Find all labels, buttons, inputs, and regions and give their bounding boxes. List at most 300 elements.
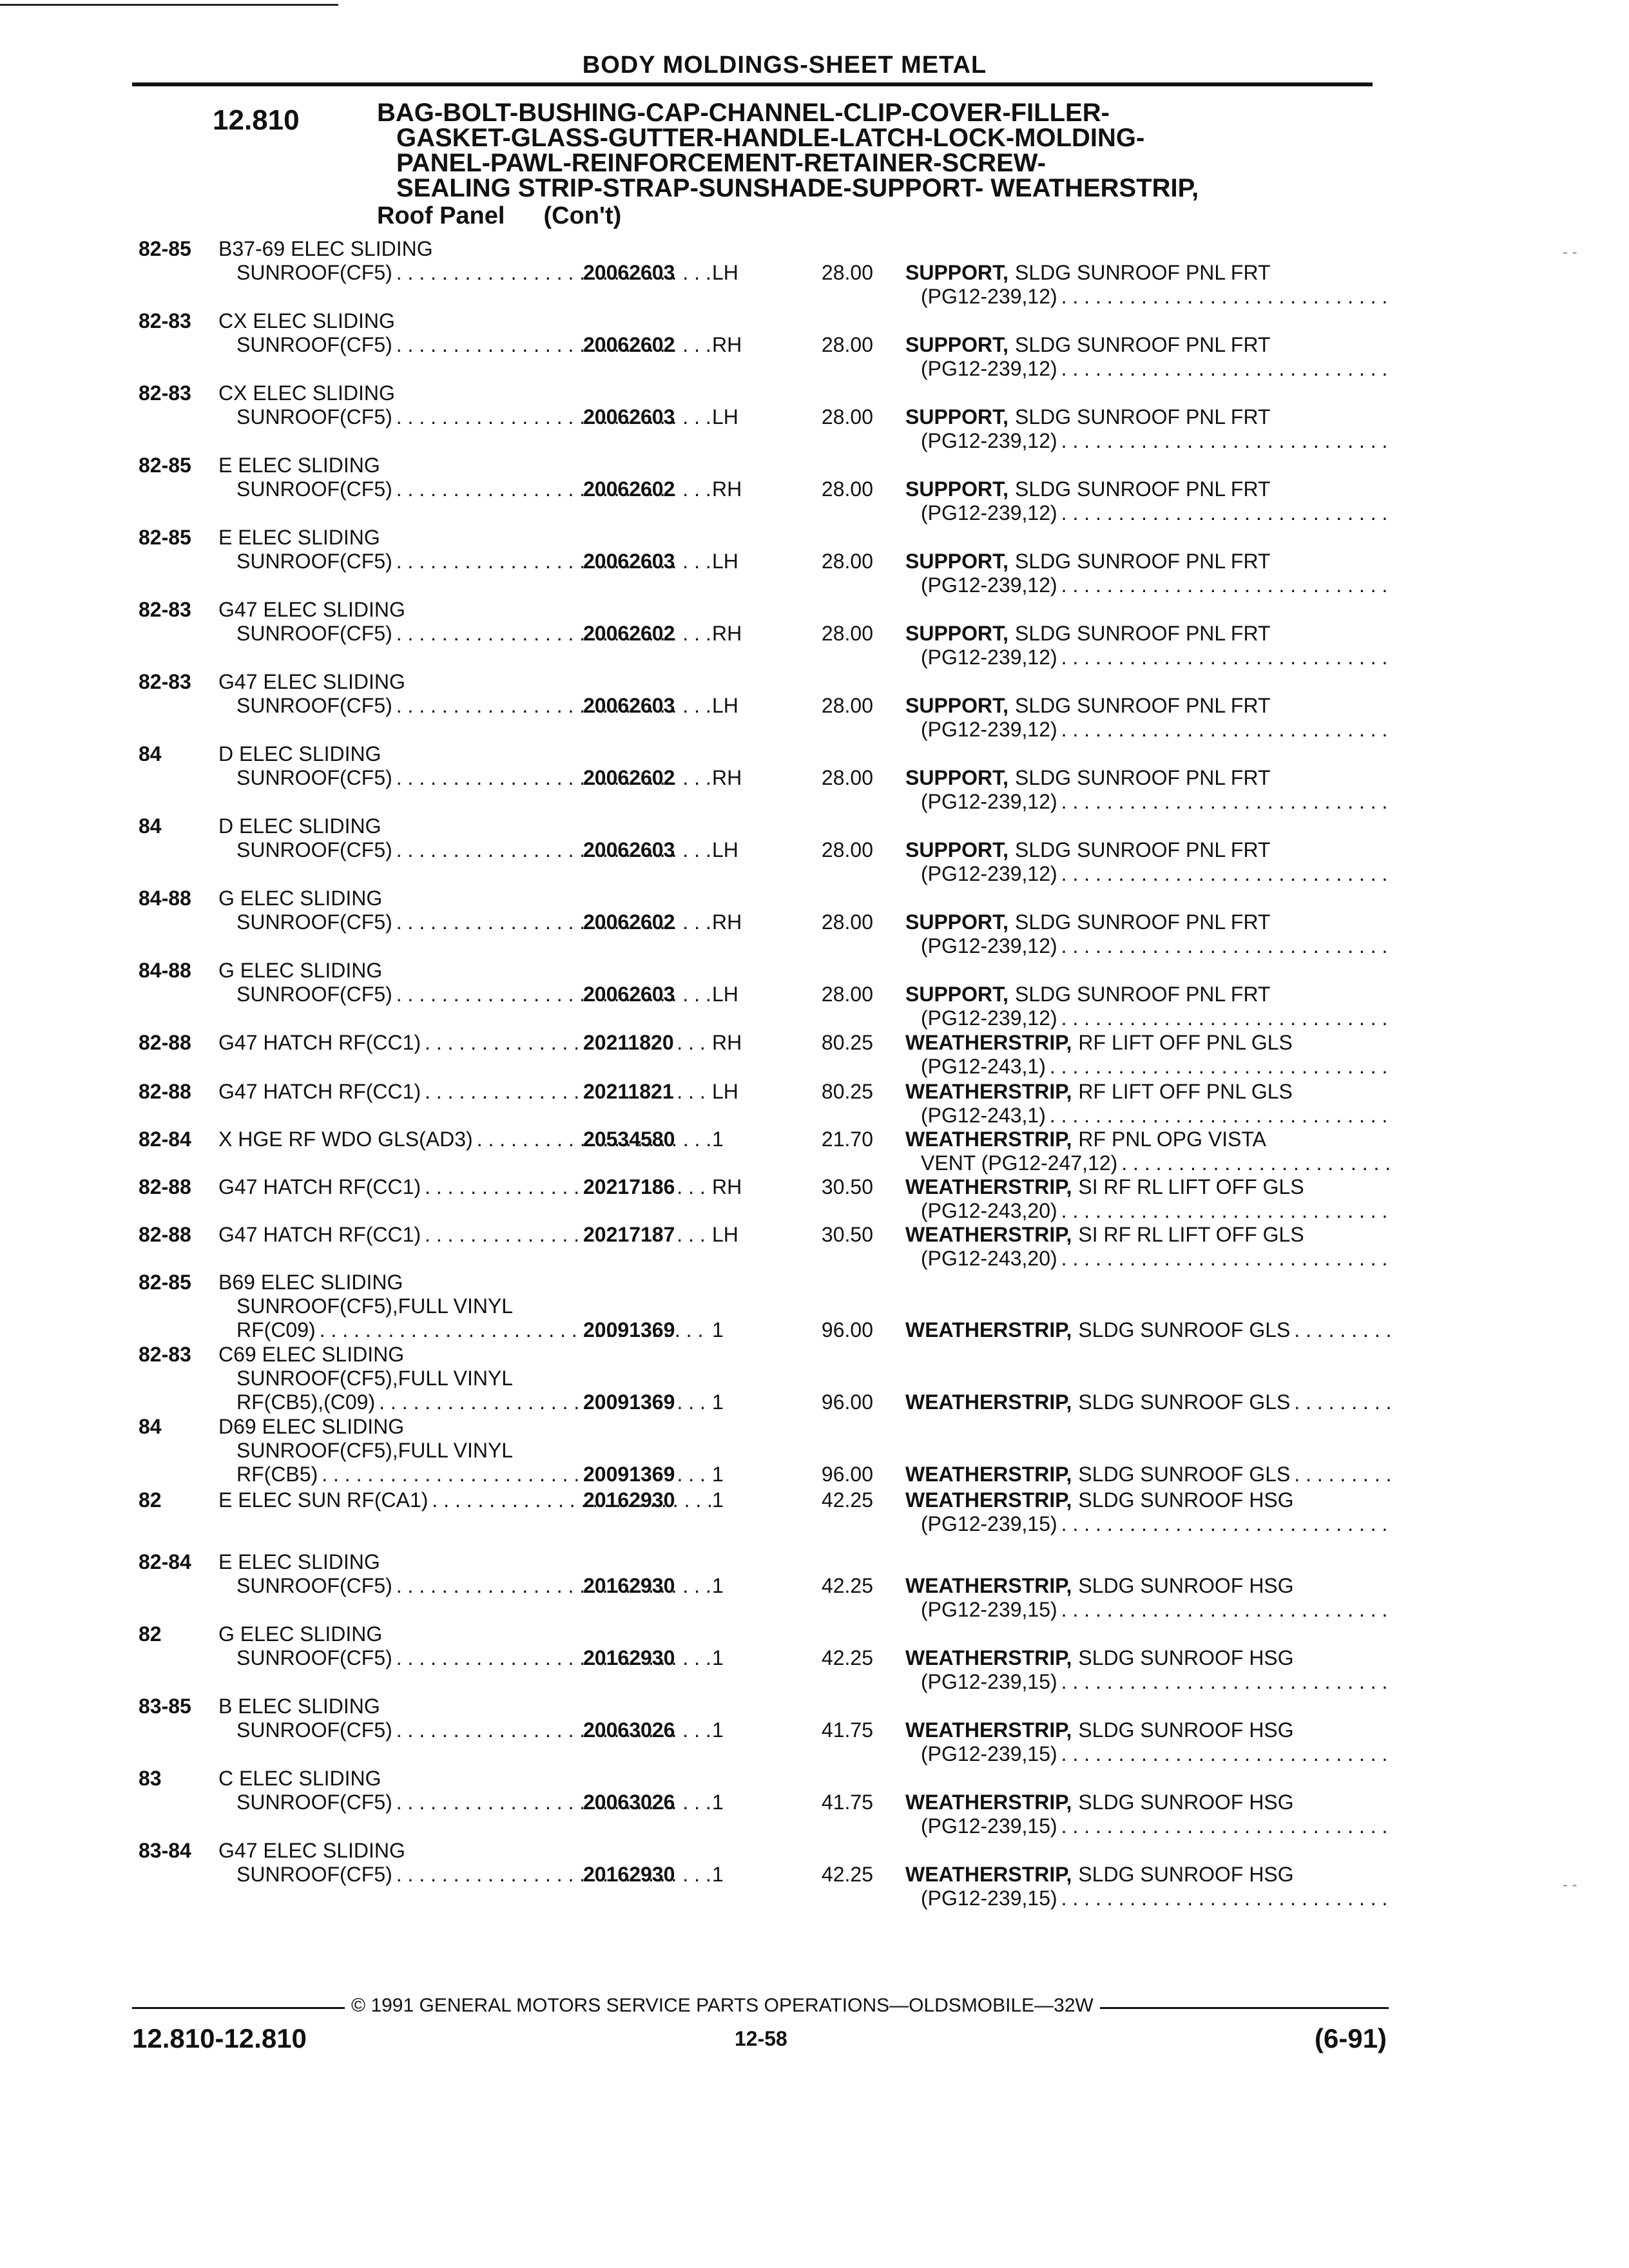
part-name-line [905, 1646, 1395, 1670]
part-name-line [905, 1055, 1395, 1079]
description-text: SUNROOF(CF5) [236, 1646, 392, 1669]
model-years: 82-83 [139, 670, 191, 693]
part-name-noun: WEATHERSTRIP, [905, 1646, 1072, 1669]
description-line: G47 ELEC SLIDING [218, 1839, 405, 1862]
description-text: SUNROOF(CF5) [236, 983, 392, 1006]
quantity-side: RH [712, 766, 742, 789]
part-name-line [905, 1512, 1395, 1536]
model-years: 82 [139, 1622, 162, 1646]
part-name-noun: WEATHERSTRIP, [905, 1488, 1072, 1512]
figure-reference: (PG12-239,12) [921, 357, 1057, 380]
figure-reference: (PG12-239,15) [921, 1814, 1057, 1838]
part-name-line [905, 718, 1395, 742]
part-name [905, 1080, 1395, 1128]
part-name [905, 1646, 1395, 1694]
part-name-line [905, 766, 1395, 790]
footer-rule [1100, 2007, 1389, 2009]
part-name-detail: SLDG SUNROOF PNL FRT [1015, 694, 1271, 717]
footer-date: (6-91) [1315, 2023, 1387, 2053]
part-name-detail: RF LIFT OFF PNL GLS [1078, 1080, 1293, 1103]
figure-reference: (PG12-239,15) [921, 1670, 1057, 1693]
description-line: D69 ELEC SLIDING [218, 1415, 405, 1438]
part-name-line [905, 1080, 1395, 1104]
leader-dots [1050, 1055, 1391, 1079]
top-corner-rule [0, 4, 338, 6]
part-number: 20062602 [583, 910, 675, 934]
part-name [905, 550, 1395, 597]
part-number: 20062602 [583, 766, 675, 789]
part-name-detail: SLDG SUNROOF PNL FRT [1015, 550, 1271, 573]
model-years: 82-83 [139, 309, 191, 332]
leader-dots [1061, 429, 1391, 453]
part-number: 20062602 [583, 333, 675, 356]
part-name-line [905, 862, 1395, 886]
part-name-detail: SLDG SUNROOF PNL FRT [1015, 983, 1271, 1006]
parts-list [139, 237, 1395, 1925]
part-name-noun: WEATHERSTRIP, [905, 1718, 1072, 1742]
part-name-detail: SLDG SUNROOF HSG [1078, 1488, 1294, 1512]
quantity-side: 1 [712, 1791, 724, 1814]
part-name-noun: SUPPORT, [905, 983, 1009, 1006]
part-number: 20062603 [583, 261, 675, 284]
figure-reference: (PG12-239,12) [921, 718, 1057, 741]
part-name-line [905, 1151, 1395, 1175]
description-line: SUNROOF(CF5),FULL VINYL [236, 1294, 514, 1318]
part-name-detail: SLDG SUNROOF PNL FRT [1015, 333, 1271, 356]
leader-dots [1061, 1887, 1391, 1910]
list-price: 28.00 [821, 550, 873, 573]
part-name-noun: WEATHERSTRIP, [905, 1223, 1072, 1246]
list-price: 28.00 [821, 622, 873, 645]
part-name-noun: WEATHERSTRIP, [905, 1175, 1072, 1198]
list-price: 42.25 [821, 1863, 873, 1886]
part-name-detail: SI RF RL LIFT OFF GLS [1078, 1223, 1304, 1246]
quantity-side: 1 [712, 1574, 724, 1597]
model-years: 82-83 [139, 381, 191, 405]
footer-group-range: 12.810-12.810 [132, 2023, 307, 2053]
model-years: 82-88 [139, 1080, 191, 1103]
part-number: 20534580 [583, 1128, 675, 1151]
part-name-line [905, 1247, 1395, 1271]
description-line: G47 ELEC SLIDING [218, 670, 405, 693]
figure-reference: (PG12-239,12) [921, 285, 1057, 308]
part-name [905, 1318, 1395, 1342]
leader-dots [1061, 1814, 1391, 1838]
leader-dots [1061, 1006, 1391, 1030]
description-line: SUNROOF(CF5),FULL VINYL [236, 1439, 514, 1462]
description-text: E ELEC SUN RF(CA1) [218, 1488, 429, 1512]
header-rule [132, 82, 1373, 86]
list-price: 30.50 [821, 1175, 873, 1198]
part-name-detail: SLDG SUNROOF HSG [1078, 1646, 1294, 1669]
list-price: 41.75 [821, 1718, 873, 1742]
part-name-noun: WEATHERSTRIP, [905, 1791, 1072, 1814]
figure-reference: (PG12-239,15) [921, 1512, 1057, 1535]
leader-dots [1061, 1512, 1391, 1536]
part-name-line [905, 1670, 1395, 1694]
part-name [905, 333, 1395, 381]
quantity-side: LH [712, 550, 738, 573]
figure-reference: (PG12-239,12) [921, 646, 1057, 669]
model-years: 82 [139, 1488, 162, 1512]
description-text: SUNROOF(CF5) [236, 838, 392, 861]
figure-reference: (PG12-239,12) [921, 429, 1057, 452]
part-name-detail: SLDG SUNROOF HSG [1078, 1791, 1294, 1814]
figure-reference: (PG12-239,12) [921, 573, 1057, 597]
part-number: 20162930 [583, 1863, 675, 1886]
part-name-line [905, 357, 1395, 381]
quantity-side: LH [712, 983, 738, 1006]
description-text: SUNROOF(CF5) [236, 694, 392, 717]
part-name-line [905, 1128, 1395, 1151]
scan-mark: - - [1563, 244, 1577, 261]
quantity-side: 1 [712, 1128, 724, 1151]
quantity-side: LH [712, 838, 738, 861]
model-years: 82-83 [139, 1343, 191, 1366]
figure-reference: (PG12-239,12) [921, 1006, 1057, 1030]
part-name [905, 477, 1395, 525]
description-line: D ELEC SLIDING [218, 814, 381, 838]
model-years: 82-84 [139, 1128, 191, 1151]
part-name-detail: SLDG SUNROOF PNL FRT [1015, 838, 1271, 861]
list-price: 28.00 [821, 766, 873, 789]
part-name [905, 694, 1395, 742]
footer-rule [132, 2007, 345, 2009]
quantity-side: RH [712, 1031, 742, 1054]
part-name-line [905, 1223, 1395, 1247]
part-name-line [905, 1175, 1395, 1199]
page-title: BODY MOLDINGS-SHEET METAL [582, 52, 987, 79]
page-header [132, 50, 1373, 86]
list-price: 96.00 [821, 1463, 873, 1486]
list-price: 80.25 [821, 1080, 873, 1103]
part-name-line [905, 1742, 1395, 1766]
part-name-noun: WEATHERSTRIP, [905, 1863, 1072, 1886]
group-title-line: BAG-BOLT-BUSHING-CAP-CHANNEL-CLIP-COVER-FILLER- [377, 99, 1110, 127]
part-name-line [905, 1814, 1395, 1838]
part-name-line [905, 983, 1395, 1006]
model-years: 82-83 [139, 598, 191, 621]
description-line: G47 ELEC SLIDING [218, 598, 405, 621]
list-price: 41.75 [821, 1791, 873, 1814]
description-text: SUNROOF(CF5) [236, 910, 392, 934]
part-name-noun: SUPPORT, [905, 838, 1009, 861]
part-name-detail: SLDG SUNROOF GLS [1078, 1463, 1291, 1486]
part-name-noun: SUPPORT, [905, 550, 1009, 573]
model-years: 83-85 [139, 1695, 191, 1718]
leader-dots [1061, 501, 1391, 525]
description-line: G ELEC SLIDING [218, 1622, 383, 1646]
model-years: 82-85 [139, 526, 191, 549]
part-number: 20062603 [583, 405, 675, 428]
figure-reference: (PG12-243,20) [921, 1247, 1057, 1270]
description-line: C69 ELEC SLIDING [218, 1343, 405, 1366]
part-name-line [905, 1863, 1395, 1887]
figure-reference: (PG12-239,15) [921, 1887, 1057, 1910]
list-price: 80.25 [821, 1031, 873, 1054]
leader-dots [1061, 934, 1391, 958]
leader-dots [1061, 790, 1391, 814]
description-text: G47 HATCH RF(CC1) [218, 1080, 421, 1103]
description-line: C ELEC SLIDING [218, 1767, 381, 1790]
group-subtitle [377, 202, 621, 230]
quantity-side: 1 [712, 1718, 724, 1742]
part-name [905, 910, 1395, 958]
figure-reference: (PG12-243,1) [921, 1104, 1046, 1127]
quantity-side: 1 [712, 1463, 724, 1486]
part-name-noun: WEATHERSTRIP, [905, 1318, 1072, 1341]
part-name-line [905, 838, 1395, 862]
quantity-side: LH [712, 261, 738, 284]
description-text: G47 HATCH RF(CC1) [218, 1175, 421, 1198]
model-years: 82-85 [139, 454, 191, 477]
part-name [905, 983, 1395, 1030]
description-line: CX ELEC SLIDING [218, 309, 395, 332]
part-number: 20062603 [583, 838, 675, 861]
part-name [905, 622, 1395, 669]
part-name-noun: SUPPORT, [905, 477, 1009, 501]
description-text: SUNROOF(CF5) [236, 477, 392, 501]
part-name-noun: WEATHERSTRIP, [905, 1463, 1072, 1486]
part-name-line [905, 429, 1395, 453]
model-years: 82-88 [139, 1223, 191, 1246]
list-price: 28.00 [821, 477, 873, 501]
part-name-line [905, 1598, 1395, 1622]
description-line: CX ELEC SLIDING [218, 381, 395, 405]
leader-dots [1061, 1199, 1391, 1223]
part-name-noun: SUPPORT, [905, 333, 1009, 356]
quantity-side: LH [712, 694, 738, 717]
leader-dots [1061, 646, 1391, 669]
list-price: 96.00 [821, 1390, 873, 1414]
part-name-line [905, 910, 1395, 934]
part-name-line [905, 333, 1395, 357]
leader-dots [1294, 1463, 1391, 1486]
description-text: SUNROOF(CF5) [236, 405, 392, 428]
figure-reference: (PG12-239,12) [921, 501, 1057, 524]
part-name [905, 405, 1395, 453]
part-name [905, 261, 1395, 309]
part-name [905, 1031, 1395, 1079]
part-name-line [905, 1199, 1395, 1223]
part-name-line [905, 1006, 1395, 1030]
part-name-line [905, 285, 1395, 309]
model-years: 84 [139, 1415, 162, 1438]
quantity-side: RH [712, 477, 742, 501]
list-price: 28.00 [821, 838, 873, 861]
quantity-side: RH [712, 333, 742, 356]
figure-reference: (PG12-243,20) [921, 1199, 1057, 1222]
part-number: 20217187 [583, 1223, 675, 1246]
group-number: 12.810 [213, 104, 300, 136]
part-number: 20062603 [583, 550, 675, 573]
description-text: SUNROOF(CF5) [236, 766, 392, 789]
part-name-line [905, 261, 1395, 285]
list-price: 42.25 [821, 1488, 873, 1512]
leader-dots [1061, 573, 1391, 597]
leader-dots [1061, 1742, 1391, 1766]
list-price: 28.00 [821, 694, 873, 717]
model-years: 82-84 [139, 1550, 191, 1573]
description-line: E ELEC SLIDING [218, 526, 380, 549]
description-text: RF(CB5) [236, 1463, 318, 1486]
description-line: B37-69 ELEC SLIDING [218, 237, 433, 260]
part-name-detail: SI RF RL LIFT OFF GLS [1078, 1175, 1304, 1198]
leader-dots [1061, 285, 1391, 309]
part-name-detail: SLDG SUNROOF HSG [1078, 1718, 1294, 1742]
part-name-line [905, 934, 1395, 958]
figure-reference: (PG12-239,15) [921, 1742, 1057, 1765]
part-name-line [905, 1104, 1395, 1128]
list-price: 28.00 [821, 910, 873, 934]
part-name-line [905, 694, 1395, 718]
part-number: 20217186 [583, 1175, 675, 1198]
quantity-side: 1 [712, 1390, 724, 1414]
part-name-line [905, 573, 1395, 597]
part-name-line [905, 790, 1395, 814]
model-years: 82-85 [139, 1271, 191, 1294]
part-name-detail: SLDG SUNROOF HSG [1078, 1574, 1294, 1597]
quantity-side: RH [712, 622, 742, 645]
part-number: 20091369 [583, 1463, 675, 1486]
leader-dots [1050, 1104, 1391, 1128]
leader-dots [1061, 1247, 1391, 1271]
part-number: 20211821 [583, 1080, 674, 1103]
part-name-detail: SLDG SUNROOF PNL FRT [1015, 405, 1271, 428]
part-name-noun: WEATHERSTRIP, [905, 1080, 1072, 1103]
part-name [905, 838, 1395, 886]
part-name [905, 1863, 1395, 1910]
part-name-detail: RF PNL OPG VISTA [1078, 1128, 1266, 1151]
description-text: SUNROOF(CF5) [236, 1791, 392, 1814]
leader-dots [1294, 1390, 1391, 1414]
quantity-side: LH [712, 1223, 738, 1246]
model-years: 82-85 [139, 237, 191, 260]
quantity-side: 1 [712, 1863, 724, 1886]
quantity-side: 1 [712, 1646, 724, 1669]
part-number: 20062602 [583, 477, 675, 501]
part-name-noun: WEATHERSTRIP, [905, 1390, 1072, 1414]
part-name-detail: SLDG SUNROOF PNL FRT [1015, 910, 1271, 934]
part-number: 20162930 [583, 1646, 675, 1669]
description-text: G47 HATCH RF(CC1) [218, 1223, 421, 1246]
part-name-noun: WEATHERSTRIP, [905, 1128, 1072, 1151]
part-name-line [905, 622, 1395, 646]
part-name-line [905, 550, 1395, 573]
model-years: 83-84 [139, 1839, 191, 1862]
part-name [905, 1718, 1395, 1766]
figure-reference: (PG12-239,12) [921, 934, 1057, 957]
description-text: SUNROOF(CF5) [236, 333, 392, 356]
leader-dots [1061, 862, 1391, 886]
figure-reference: (PG12-243,1) [921, 1055, 1046, 1078]
description-line: B69 ELEC SLIDING [218, 1271, 403, 1294]
part-name-line [905, 1390, 1395, 1414]
list-price: 28.00 [821, 261, 873, 284]
part-name-detail: SLDG SUNROOF GLS [1078, 1318, 1291, 1341]
quantity-side: RH [712, 910, 742, 934]
part-name-detail: RF LIFT OFF PNL GLS [1078, 1031, 1293, 1054]
part-number: 20211820 [583, 1031, 674, 1054]
part-name-line [905, 1718, 1395, 1742]
group-title [377, 101, 1382, 201]
description-text: X HGE RF WDO GLS(AD3) [218, 1128, 473, 1151]
part-name [905, 1488, 1395, 1536]
model-years: 83 [139, 1767, 162, 1790]
model-years: 82-88 [139, 1175, 191, 1198]
part-name-noun: SUPPORT, [905, 261, 1009, 284]
part-name-noun: SUPPORT, [905, 910, 1009, 934]
part-name-line [905, 1488, 1395, 1512]
part-name-line [905, 1791, 1395, 1814]
footer-copyright: © 1991 GENERAL MOTORS SERVICE PARTS OPERATIONS—OLDSMOBILE—32W [351, 1995, 1094, 2016]
part-name-detail: SLDG SUNROOF PNL FRT [1015, 622, 1271, 645]
quantity-side: LH [712, 1080, 738, 1103]
part-number: 20091369 [583, 1318, 675, 1341]
list-price: 30.50 [821, 1223, 873, 1246]
part-name-detail: SLDG SUNROOF PNL FRT [1015, 766, 1271, 789]
description-text: SUNROOF(CF5) [236, 1718, 392, 1742]
description-line: E ELEC SLIDING [218, 1550, 380, 1573]
part-name-line [905, 1318, 1395, 1342]
part-name [905, 1574, 1395, 1622]
group-title-line: PANEL-PAWL-REINFORCEMENT-RETAINER-SCREW- [396, 149, 1046, 177]
description-text: SUNROOF(CF5) [236, 1574, 392, 1597]
description-line: G ELEC SLIDING [218, 959, 383, 982]
part-number: 20062603 [583, 694, 675, 717]
part-name-line [905, 1887, 1395, 1910]
list-price: 28.00 [821, 405, 873, 428]
part-name-detail: SLDG SUNROOF GLS [1078, 1390, 1291, 1414]
part-name-noun: SUPPORT, [905, 766, 1009, 789]
figure-reference: (PG12-239,12) [921, 790, 1057, 813]
part-number: 20063026 [583, 1718, 675, 1742]
description-line: D ELEC SLIDING [218, 742, 381, 765]
model-years: 84 [139, 742, 162, 765]
part-name-line [905, 1574, 1395, 1598]
description-text: G47 HATCH RF(CC1) [218, 1031, 421, 1054]
description-line: E ELEC SLIDING [218, 454, 380, 477]
part-name-line [905, 501, 1395, 525]
list-price: 96.00 [821, 1318, 873, 1341]
leader-dots [1061, 357, 1391, 381]
part-name [905, 1390, 1395, 1414]
model-years: 84-88 [139, 959, 191, 982]
part-number: 20162930 [583, 1574, 675, 1597]
model-years: 84 [139, 814, 162, 838]
part-name-noun: WEATHERSTRIP, [905, 1574, 1072, 1597]
part-name-noun: SUPPORT, [905, 622, 1009, 645]
description-text: SUNROOF(CF5) [236, 550, 392, 573]
list-price: 42.25 [821, 1574, 873, 1597]
list-price: 42.25 [821, 1646, 873, 1669]
part-name [905, 1223, 1395, 1271]
part-name [905, 1463, 1395, 1486]
part-name-line [905, 646, 1395, 669]
part-number: 20063026 [583, 1791, 675, 1814]
description-line: SUNROOF(CF5),FULL VINYL [236, 1367, 514, 1390]
description-text: SUNROOF(CF5) [236, 261, 392, 284]
part-name-line [905, 405, 1395, 429]
description-text: SUNROOF(CF5) [236, 622, 392, 645]
group-subtitle-text: Roof Panel [377, 202, 505, 229]
quantity-side: LH [712, 405, 738, 428]
part-number: 20162930 [583, 1488, 675, 1512]
footer-copyright-line [132, 1995, 1389, 2017]
part-name [905, 1791, 1395, 1838]
part-name [905, 766, 1395, 814]
part-name-noun: WEATHERSTRIP, [905, 1031, 1072, 1054]
